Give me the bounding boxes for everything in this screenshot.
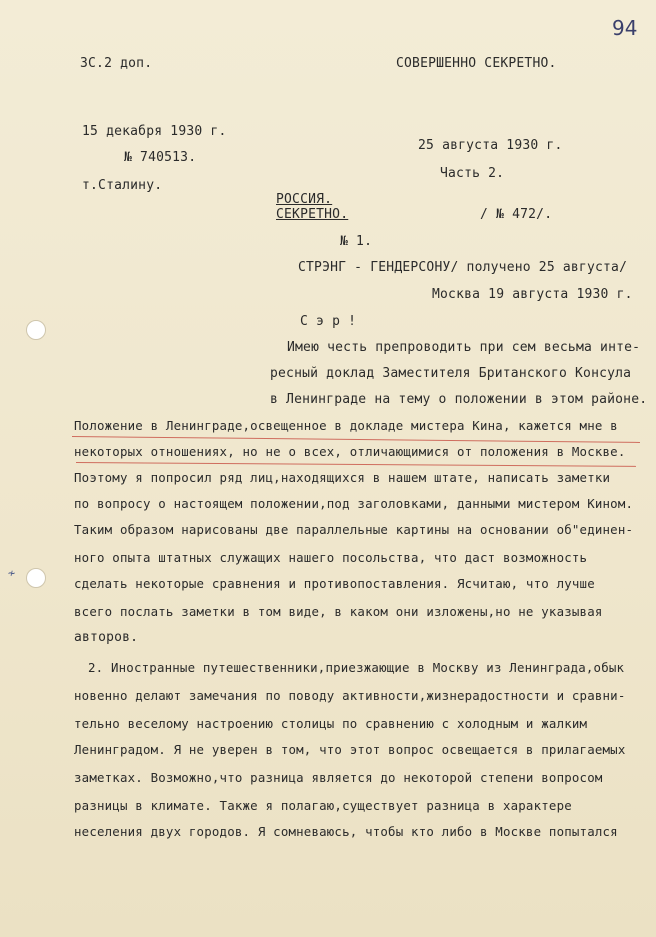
addressee: т.Сталину. <box>82 178 163 193</box>
body-line: ного опыта штатных служащих нашего посольства, что даст возможность <box>74 550 588 565</box>
body-line: Таким образом нарисованы две параллельные картины на основании об"единен- <box>74 522 634 537</box>
body-line: по вопросу о настоящем положении,под заголовками, данными мистером Кином. <box>74 496 634 511</box>
document-number: / № 472/. <box>480 207 553 222</box>
salutation: С э р ! <box>300 314 357 329</box>
body-line: разницы в климате. Также я полагаю,существует разница в характере <box>74 798 572 813</box>
body-line: новенно делают замечания по поводу активности,жизнерадостности и сравни- <box>74 688 626 703</box>
country-label: РОССИЯ. <box>276 192 333 207</box>
body-line: 2. Иностранные путешественники,приезжающие в Москву из Ленинграда,обык <box>88 660 625 675</box>
body-line: всего послать заметки в том виде, в каком они изложены,но не указывая <box>74 604 603 619</box>
origin-line: Москва 19 августа 1930 г. <box>432 287 633 302</box>
routing-line: СТРЭНГ - ГЕНДЕРСОНУ/ получено 25 августа/ <box>298 260 628 275</box>
secret-label: СЕКРЕТНО. <box>276 207 349 222</box>
page-number: 94 <box>612 16 638 40</box>
body-line: Положение в Ленинграде,освещенное в докладе мистера Кина, кажется мне в <box>74 418 618 433</box>
number-left: № 740513. <box>124 150 197 165</box>
date-left: 15 декабря 1930 г. <box>82 124 227 139</box>
punch-hole-bottom <box>26 568 46 588</box>
red-underline <box>76 462 636 467</box>
body-line: заметках. Возможно,что разница является до некоторой степени вопросом <box>74 770 603 785</box>
body-line: в Ленинграде на тему о положении в этом районе. <box>270 392 648 407</box>
body-line: тельно веселому настроению столицы по сравнению с холодным и жалким <box>74 716 588 731</box>
body-line: Имею честь препроводить при сем весьма инте- <box>287 340 641 355</box>
reference-code: ЗС.2 доп. <box>80 56 153 71</box>
body-line: Поэтому я попросил ряд лиц,находящихся в нашем штате, написать заметки <box>74 470 611 485</box>
classification-stamp: СОВЕРШЕННО СЕКРЕТНО. <box>396 56 557 71</box>
body-line: Ленинградом. Я не уверен в том, что этот вопрос освещается в прилагаемых <box>74 742 626 757</box>
date-right: 25 августа 1930 г. <box>418 138 563 153</box>
item-number: № 1. <box>340 234 373 249</box>
body-line: неселения двух городов. Я сомневаюсь, чтобы кто либо в Москве попытался <box>74 824 618 839</box>
body-line: авторов. <box>74 630 139 645</box>
part-label: Часть 2. <box>440 166 505 181</box>
red-underline <box>72 436 640 443</box>
margin-mark-icon: ≁ <box>8 566 16 580</box>
body-line: сделать некоторые сравнения и противопоставления. Ясчитаю, что лучше <box>74 576 595 591</box>
punch-hole-top <box>26 320 46 340</box>
body-line: некоторых отношениях, но не о всех, отличающимися от положения в Москве. <box>74 444 626 459</box>
body-line: ресный доклад Заместителя Британского Консула <box>270 366 632 381</box>
